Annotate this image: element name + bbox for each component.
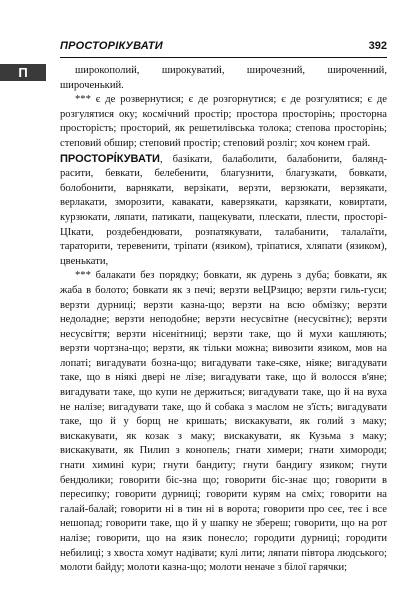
- entry-headword: ПРОСТОРІ́КУВАТИ: [60, 152, 160, 165]
- page-header: [60, 40, 387, 56]
- entry-prostorikuvaty: [60, 152, 387, 270]
- continued-examples: *** є де розвернутися; є де розгорнутися; є де розгулятися; є де розгулятися оку; космічний простір; простора просторінь; просторна просторість; просторий, як решетилівська толока; степова просторінь; степовий обшир; степовий простір; степовий розліг; хоч конем грай.: [60, 94, 387, 149]
- header-rule: [60, 57, 387, 58]
- page-number: 392: [368, 40, 387, 52]
- entry-synonyms: , базікати, балаболити, балабонити, баляндрасити, бевкати, белебенити, благузнити, благузкати, бовкати, болобонити, варнякати, верзікати, верзти, верзюкати, верзякати, верлакати, зморозити, кавакати, каверзякати, карзякати, ковиртати, курзюкати, ляпати, патикати, пащекувати, плескати, плести, просторіЦІкати, роздебендювати, розпатякувати, талабанити, талалаїти, тараторити, теревенити, тріпати (язиком), тріпатися, хляпати (язиком), цвенькати,: [60, 153, 387, 267]
- running-head: ПРОСТОРІКУВАТИ: [60, 40, 163, 52]
- letter-thumb-tab: П: [0, 64, 46, 81]
- dictionary-body: [60, 64, 387, 576]
- continued-entry: широкополий, широкуватий, широчезний, широченний, широченький.: [60, 65, 387, 91]
- entry-idioms: *** балакати без порядку; бовкати, як дурень з дуба; бовкати, як жаба в болото; бовкати як з печі; верзти веЦРзицю; верзти гиль-гуси; верзти дурниці; верзти казна-що; верзти на всю обмізку; верзти недоладне; верзти неподобне; верзти несусвітне (несусвітнє); верзти несусвіття; верзти нісенітниці; верзти таке, що й мухи кашляють; верзти чортзна-що; верзти, як тільки можна; вивозити язиком, мов на лопаті; вигадувати бозна-що; вигадувати таке-сяке, ніяке; вигадувати таке, що в ніякі двері не лізе; вигадувати таке, що й волосся в'яне; вигадувати таке, що купи не держиться; вигадувати таке, що й на вуха не налізе; вигадувати таке, що й собака з маслом не з'їсть; вигадувати таке, що й у борщ не кришать; вискакувати, як голий з маку; вискакувати, як козак з маку; вискакувати, як Кузьма з маку; вискакувати, як Пилип з конопель; гнати химери; гнати химороди; гнати химині кури; гнути бандиту; гнути бандигу язиком; гнути бендюлики; говорити біс-зна що; говорити біс-знає що; говорити в пересипку; говорити дурниці; говорити курям на сміх; говорити на галай-балай; говорити ні в тин ні в ворота; говорити про сеє, теє і все нешопад; говорити таке, що й у шапку не збереш; говорити, що на рот налізе; говорити, що на язик понесло; городити дурниці; городити небилиці; з хвоста хомут надівати; кулі лити; ляпати півтора людського; молоти байду; молоти казна-що; молоти неначе з білої гарячки;: [60, 270, 387, 574]
